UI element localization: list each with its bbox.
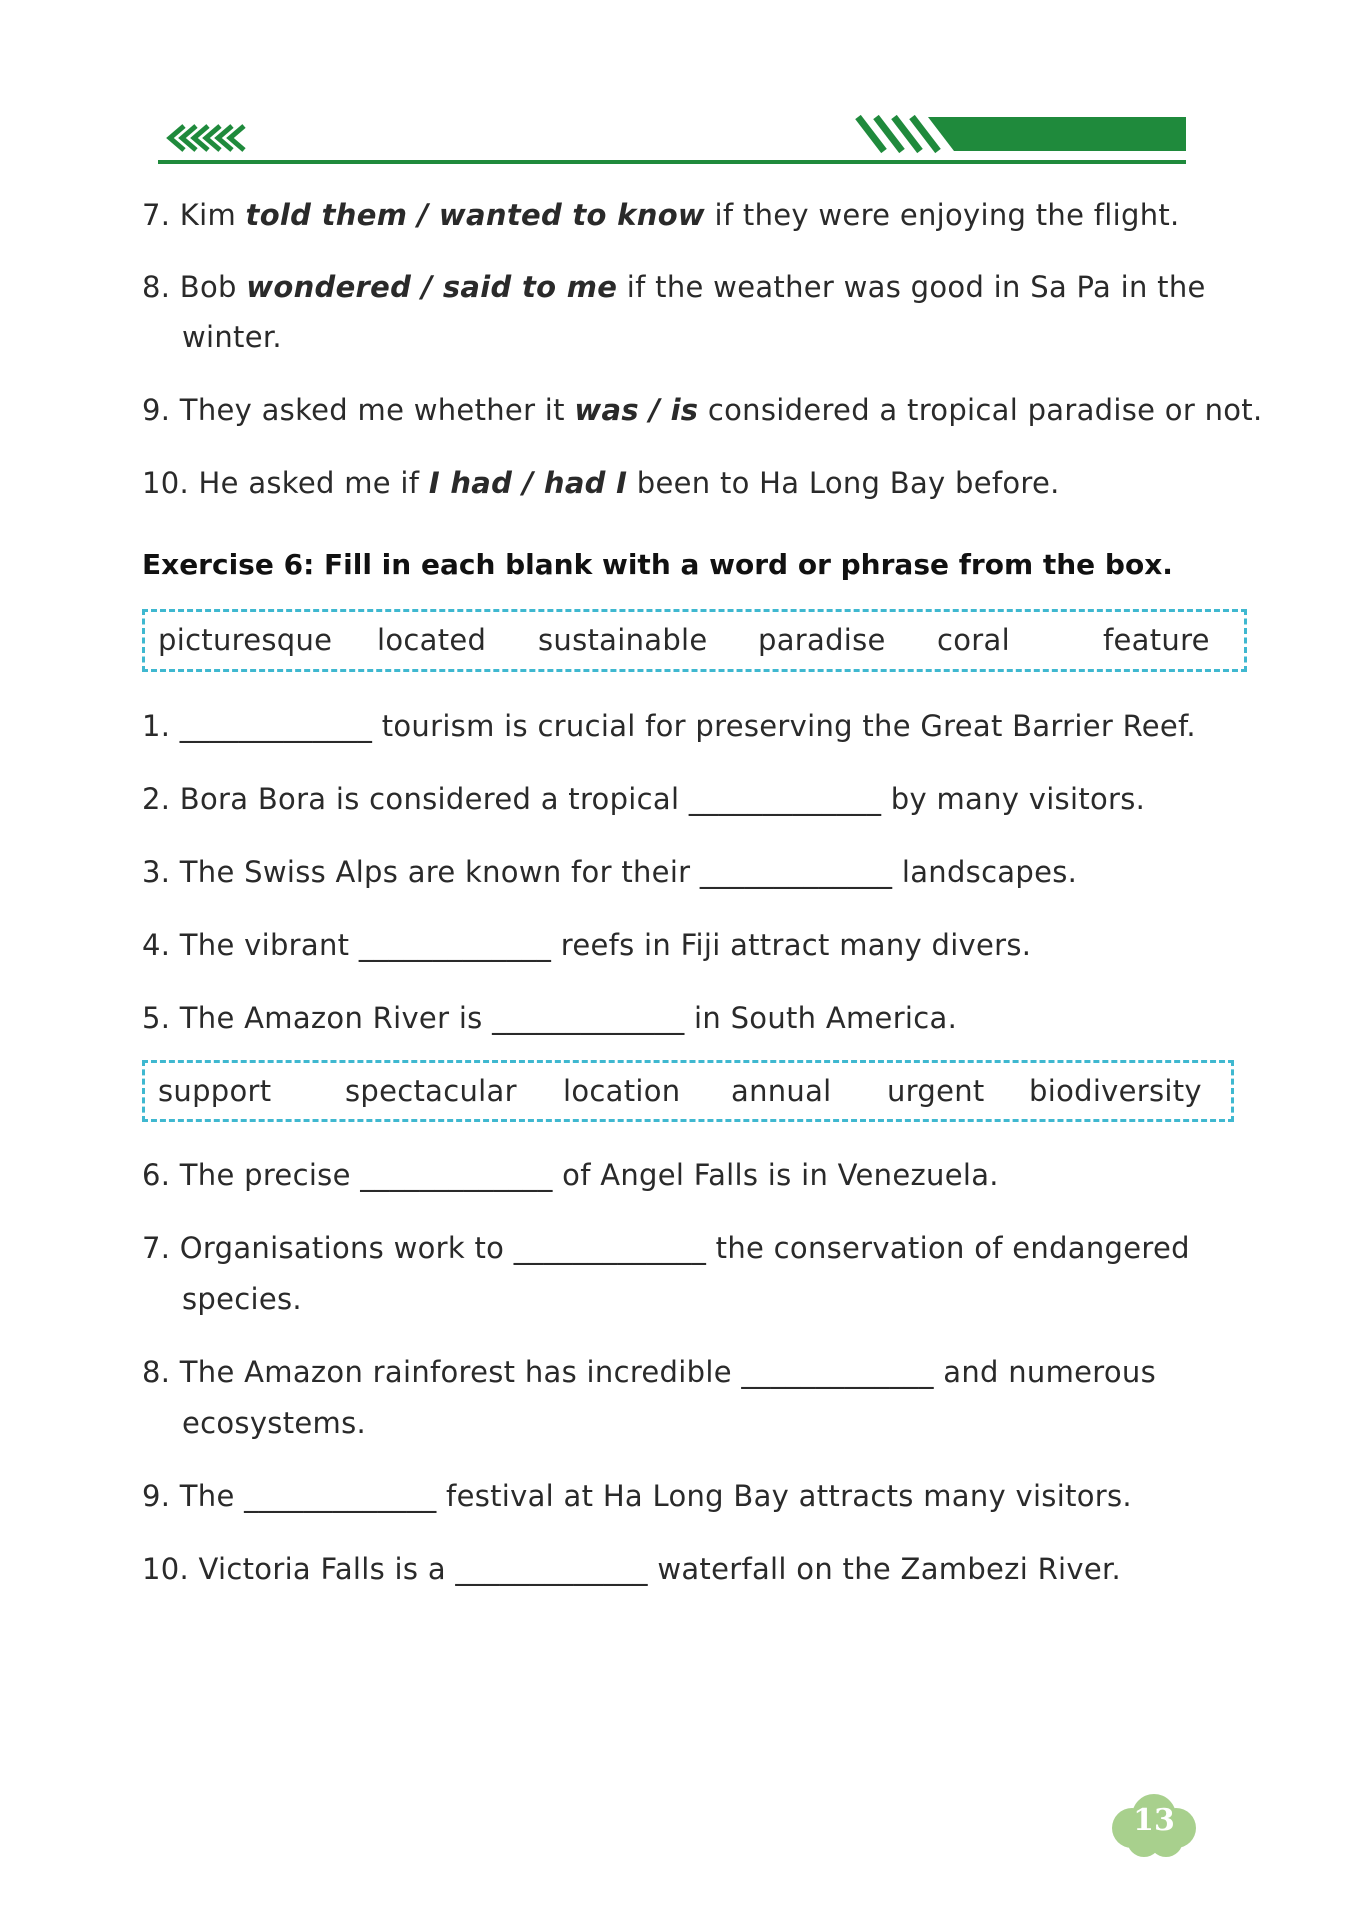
choice-phrase: wondered / said to me (246, 270, 618, 304)
choice-phrase: told them / wanted to know (245, 198, 706, 232)
word-box-item: location (563, 1074, 681, 1108)
sentence-item-8: 8. Bob wondered / said to me if the weather was good in Sa Pa in the (142, 270, 1206, 304)
word-box-item: paradise (758, 623, 886, 657)
fill-blank-item-4: 4. The vibrant _____________ reefs in Fiji attract many divers. (142, 928, 1032, 962)
page-number: 13 (1133, 1803, 1175, 1838)
word-box-item: feature (1103, 623, 1210, 657)
exercise-6-heading: Exercise 6: Fill in each blank with a word or phrase from the box. (142, 548, 1173, 581)
word-box-item: located (377, 623, 487, 657)
header-slash-bar (858, 117, 1186, 151)
fill-blank-item-5: 5. The Amazon River is _____________ in South America. (142, 1001, 958, 1035)
double-chevron-left-icon (170, 126, 244, 150)
word-box-item: biodiversity (1029, 1074, 1202, 1108)
fill-blank-item-8-continuation: ecosystems. (182, 1406, 366, 1440)
word-box-1 (142, 609, 1247, 672)
fill-blank-item-2: 2. Bora Bora is considered a tropical _____________ by many visitors. (142, 782, 1146, 816)
fill-blank-item-10: 10. Victoria Falls is a _____________ waterfall on the Zambezi River. (142, 1552, 1122, 1586)
choice-phrase: I had / had I (428, 466, 628, 500)
word-box-item: support (158, 1074, 272, 1108)
choice-phrase: was / is (574, 393, 699, 427)
word-box-item: spectacular (345, 1074, 517, 1108)
sentence-item-9: 9. They asked me whether it was / is considered a tropical paradise or not. (142, 393, 1263, 427)
word-box-2 (142, 1060, 1234, 1122)
fill-blank-item-9: 9. The _____________ festival at Ha Long Bay attracts many visitors. (142, 1479, 1132, 1513)
sentence-item-7: 7. Kim told them / wanted to know if they were enjoying the flight. (142, 198, 1180, 232)
fill-blank-item-7-continuation: species. (182, 1282, 302, 1316)
word-box-item: sustainable (538, 623, 708, 657)
word-box-item: annual (731, 1074, 832, 1108)
fill-blank-item-7: 7. Organisations work to _____________ the conservation of endangered (142, 1231, 1190, 1265)
page-header (0, 0, 1355, 180)
fill-blank-item-6: 6. The precise _____________ of Angel Falls is in Venezuela. (142, 1158, 999, 1192)
fill-blank-item-3: 3. The Swiss Alps are known for their _____________ landscapes. (142, 855, 1078, 889)
sentence-item-10: 10. He asked me if I had / had I been to Ha Long Bay before. (142, 466, 1060, 500)
word-box-item: picturesque (158, 623, 333, 657)
word-box-item: urgent (887, 1074, 985, 1108)
fill-blank-item-8: 8. The Amazon rainforest has incredible _____________ and numerous (142, 1355, 1157, 1389)
fill-blank-item-1: 1. _____________ tourism is crucial for preserving the Great Barrier Reef. (142, 709, 1196, 743)
word-box-item: coral (937, 623, 1010, 657)
sentence-item-8-continuation: winter. (182, 320, 282, 354)
